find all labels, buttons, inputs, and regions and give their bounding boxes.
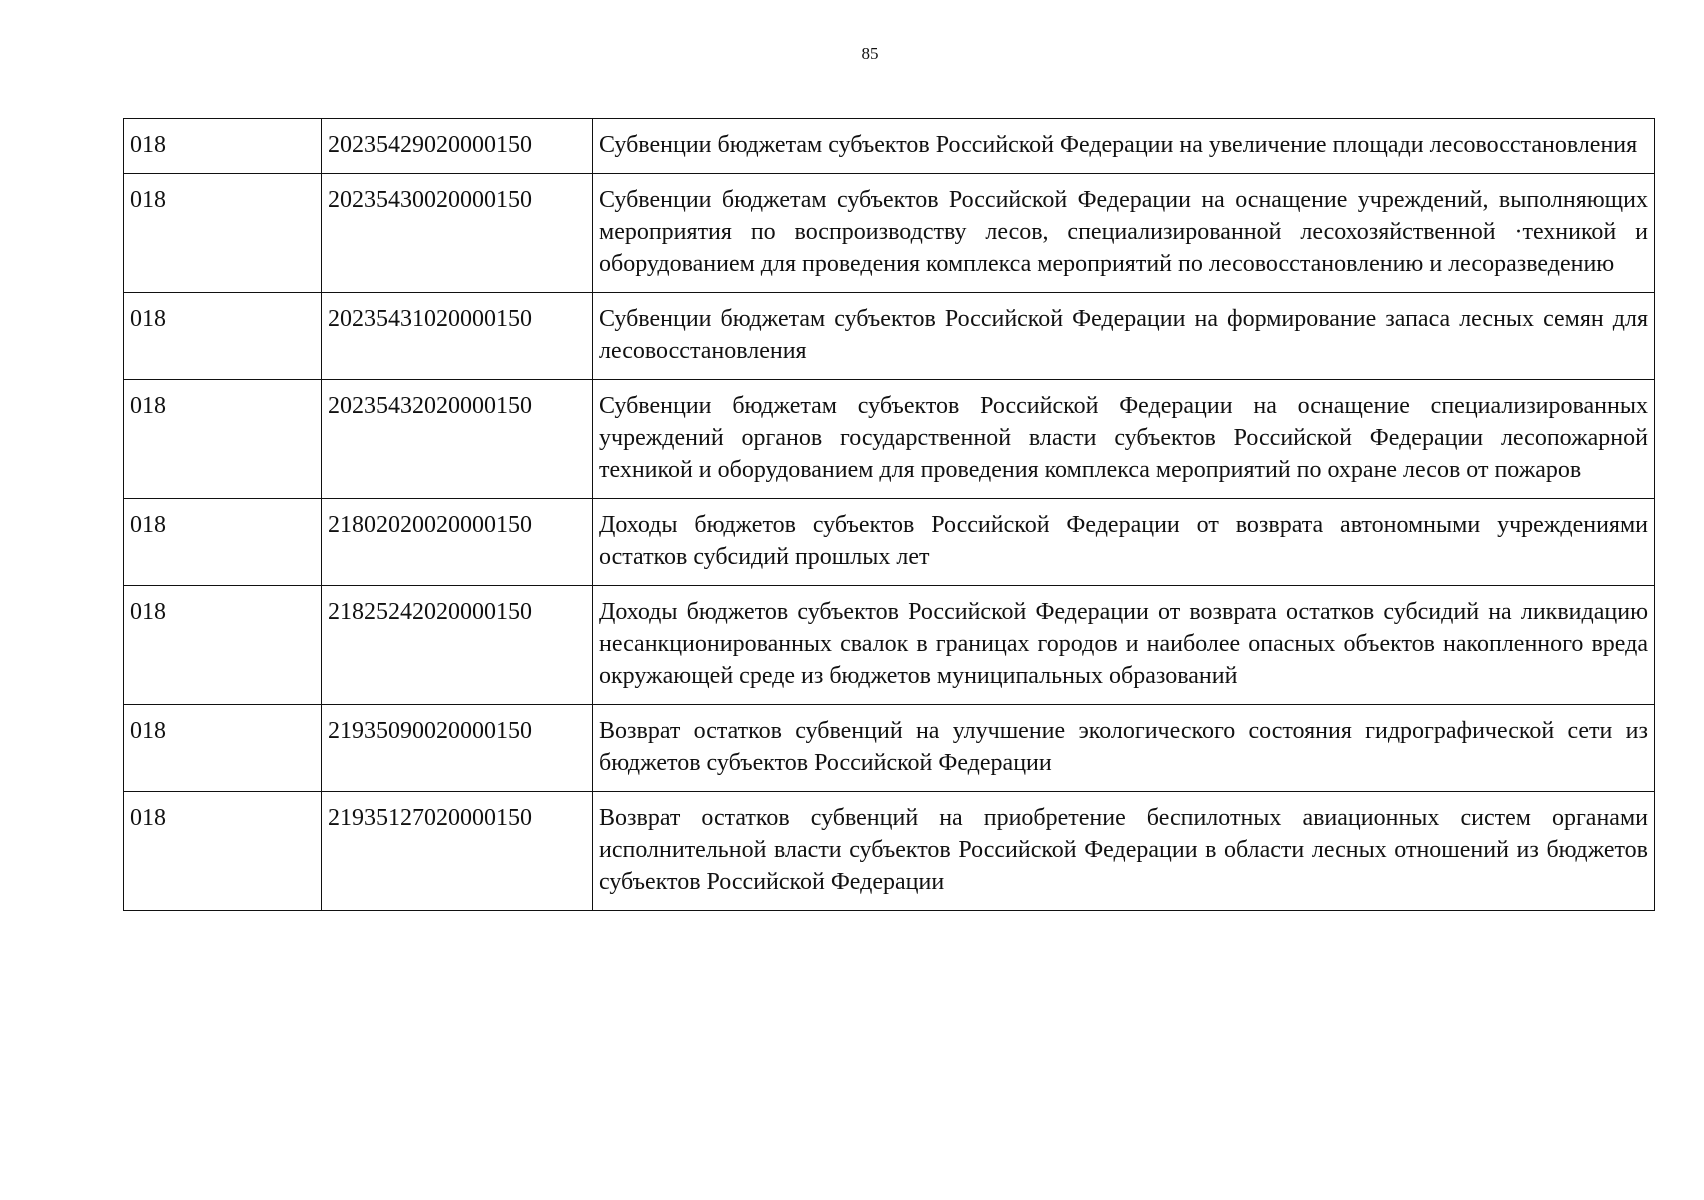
description-cell: Субвенции бюджетам субъектов Российской Федерации на увеличение площади лесовосстановления [593,119,1655,174]
admin-code-cell: 018 [124,293,322,380]
admin-code-cell: 018 [124,705,322,792]
description-cell: Возврат остатков субвенций на приобретение беспилотных авиационных систем органами исполнительной власти субъектов Российской Федерации в области лесных отношений из бюджетов субъектов Российской Федерации [593,792,1655,911]
table-row [124,174,1655,293]
admin-code-cell: 018 [124,119,322,174]
admin-code-cell: 018 [124,499,322,586]
admin-code-cell: 018 [124,380,322,499]
page-number: 85 [861,44,879,63]
table-row [124,380,1655,499]
table-row [124,119,1655,174]
revenue-code-cell: 21935127020000150 [322,792,593,911]
revenue-code-cell: 21825242020000150 [322,586,593,705]
revenue-code-cell: 20235431020000150 [322,293,593,380]
admin-code-cell: 018 [124,174,322,293]
revenue-classification-table [123,118,1655,911]
description-cell: Доходы бюджетов субъектов Российской Федерации от возврата остатков субсидий на ликвидацию несанкционированных свалок в границах городов и наиболее опасных объектов накопленного вреда окружающей среде из бюджетов муниципальных образований [593,586,1655,705]
table-row [124,586,1655,705]
description-cell: Субвенции бюджетам субъектов Российской Федерации на формирование запаса лесных семян для лесовосстановления [593,293,1655,380]
table-row [124,499,1655,586]
description-cell: Возврат остатков субвенций на улучшение экологического состояния гидрографической сети из бюджетов субъектов Российской Федерации [593,705,1655,792]
admin-code-cell: 018 [124,586,322,705]
revenue-code-cell: 20235429020000150 [322,119,593,174]
revenue-code-cell: 20235430020000150 [322,174,593,293]
admin-code-cell: 018 [124,792,322,911]
table-row [124,792,1655,911]
revenue-code-cell: 20235432020000150 [322,380,593,499]
revenue-code-cell: 21802020020000150 [322,499,593,586]
revenue-code-cell: 21935090020000150 [322,705,593,792]
table-row [124,705,1655,792]
description-cell: Доходы бюджетов субъектов Российской Федерации от возврата автономными учреждениями остатков субсидий прошлых лет [593,499,1655,586]
table-row [124,293,1655,380]
description-cell: Субвенции бюджетам субъектов Российской Федерации на оснащение учреждений, выполняющих мероприятия по воспроизводству лесов, специализированной лесохозяйственной ·техникой и оборудованием для проведения комплекса мероприятий по лесовосстановлению и лесоразведению [593,174,1655,293]
description-cell: Субвенции бюджетам субъектов Российской Федерации на оснащение специализированных учреждений органов государственной власти субъектов Российской Федерации лесопожарной техникой и оборудованием для проведения комплекса мероприятий по охране лесов от пожаров [593,380,1655,499]
